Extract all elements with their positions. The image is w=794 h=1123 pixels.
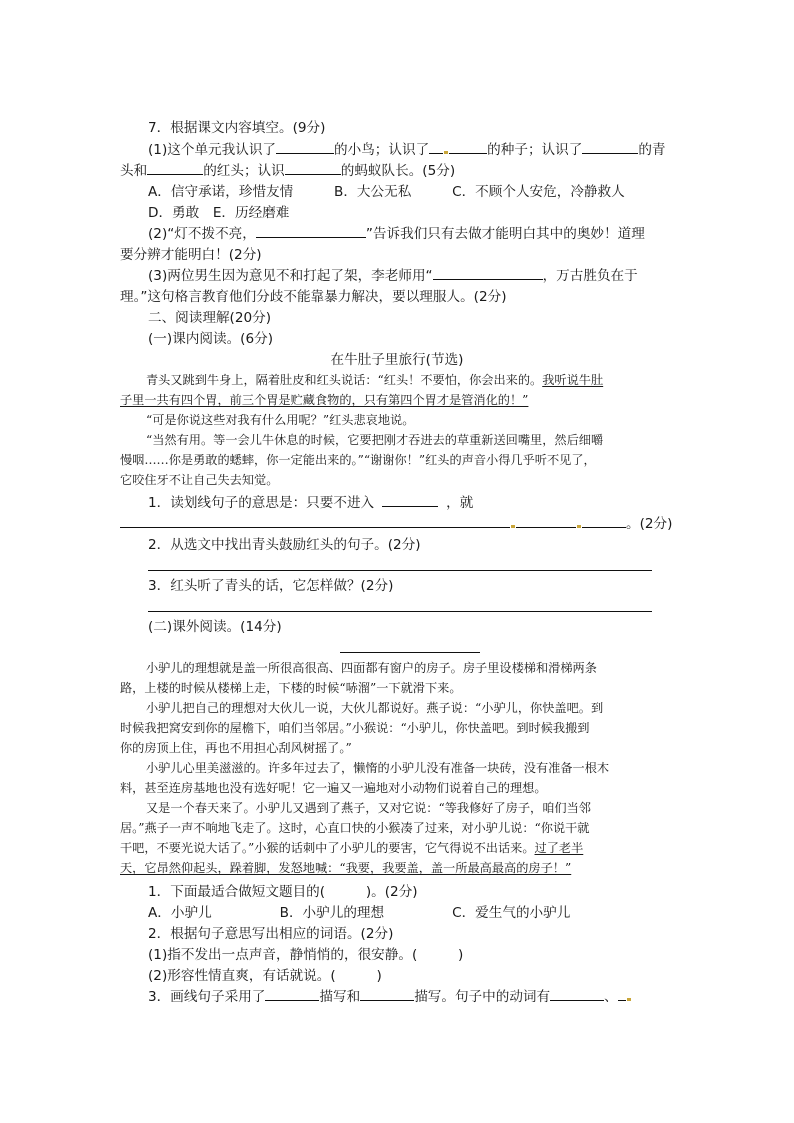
reading-1-question-1-line2: 。(2分) — [120, 514, 672, 534]
passage-2-line: 居。”燕子一声不响地飞走了。这时，心直口快的小猴凑了过来，对小驴儿说：“你说干就 — [120, 821, 590, 835]
passage-1-line: “可是你说这些对我有什么用呢？”红头悲哀地说。 — [146, 413, 415, 427]
passage-1-line: 它咬住牙不让自己失去知觉。 — [120, 473, 279, 487]
answer-blank[interactable] — [582, 514, 626, 528]
passage-2-line: 路，上楼的时候从楼梯上走，下楼的时候“哧溜”一下就滑下来。 — [120, 681, 462, 695]
underlined-sentence: 我听说牛肚 — [542, 373, 604, 387]
passage-1-line: 青头又跳到牛身上，隔着肚皮和红头说话：“红头！不要怕，你会出来的。我听说牛肚 — [146, 373, 604, 387]
reading-2-question-1: 1．下面最适合做短文题目的( )。(2分) — [148, 884, 418, 900]
title-blank-line[interactable] — [340, 652, 480, 653]
answer-blank[interactable] — [285, 161, 341, 175]
question-7-part1-line2: 头和 的红头；认识 的蚂蚁队长。(5分) — [120, 163, 456, 179]
scan-dot-mark — [577, 525, 581, 528]
question-7-part1-line1: (1)这个单元我认识了 的小鸟；认识了 的种子；认识了 的青 — [148, 142, 666, 158]
reading-2-question-3: 3．画线句子采用了 描写和 描写。句子中的动词有 、 — [148, 987, 632, 1007]
underlined-sentence: 子里一共有四个胃，前三个胃是贮藏食物的，只有第四个胃才是管消化的！” — [120, 393, 529, 407]
answer-blank[interactable] — [147, 161, 203, 175]
passage-2-line: 小驴儿心里美滋滋的。许多年过去了，懒惰的小驴儿没有准备一块砖，没有准备一根木 — [146, 761, 610, 775]
passage-2-line: 小驴儿的理想就是盖一所很高很高、四面都有窗户的房子。房子里设楼梯和滑梯两条 — [146, 661, 597, 675]
passage-2-line: 干吧，不要光说大话了。”小猴的话刺中了小驴儿的要害，它气得说不出话来。过了老半 — [120, 841, 584, 855]
section-2-sub1-heading: (一)课内阅读。(6分) — [148, 331, 274, 347]
answer-line[interactable] — [148, 570, 652, 571]
answer-blank[interactable] — [582, 140, 638, 154]
section-2-heading: 二、阅读理解(20分) — [148, 310, 272, 326]
scan-dot-mark — [511, 525, 515, 528]
question-7-part2-line2: 要分辨才能明白！(2分) — [120, 247, 262, 263]
question-7-part2-line1: (2)“灯不拨不亮， ”告诉我们只有去做才能明白其中的奥妙！道理 — [148, 226, 645, 242]
reading-1-question-1-line1: 1．读划线句子的意思是：只要不进入 ，就 — [148, 495, 474, 511]
section-2-sub2-heading: (二)课外阅读。(14分) — [148, 619, 282, 635]
passage-2-line: 时候我把窝安到你的屋檐下，咱们当邻居。”小猴说：“小驴儿，你快盖吧。到时候我搬到 — [120, 721, 590, 735]
reading-2-question-2-part2: (2)形容性情直爽，有话就说。( ) — [148, 968, 382, 984]
question-7-part3-line1: (3)两位男生因为意见不和打起了架，李老师用“ ，万古胜负在于 — [148, 268, 638, 284]
passage-1-line: 慢咽……你是勇敢的蟋蟀，你一定能出来的。”“谢谢你！”红头的声音小得几乎听不见了， — [120, 453, 596, 467]
underlined-sentence: 过了老半 — [534, 841, 584, 855]
question-7-options-line1: A．信守承诺，珍惜友情 B．大公无私 C．不顾个人安危，冷静救人 — [148, 184, 625, 200]
answer-blank[interactable] — [429, 140, 443, 154]
answer-blank[interactable] — [256, 224, 366, 238]
passage-2-line: 小驴儿把自己的理想对大伙儿一说，大伙儿都说好。燕子说：“小驴儿，你快盖吧。到 — [146, 701, 604, 715]
passage-1-line — [120, 391, 676, 410]
question-7-part3-line2: 理。”这句格言教育他们分歧不能靠暴力解决，要以理服人。(2分) — [120, 289, 507, 305]
question-7-heading: 7．根据课文内容填空。(9分) — [148, 120, 326, 136]
answer-blank[interactable] — [382, 493, 438, 507]
passage-1-line: “当然有用。等一会儿牛休息的时候，它要把刚才吞进去的草重新送回嘴里，然后细嚼 — [146, 433, 604, 447]
scan-dot-mark — [444, 151, 448, 154]
reading-2-question-2: 2．根据句子意思写出相应的词语。(2分) — [148, 926, 394, 942]
reading-1-question-3: 3．红头听了青头的话，它怎样做？(2分) — [148, 578, 394, 594]
answer-blank[interactable] — [449, 140, 487, 154]
passage-title: 在牛肚子里旅行(节选) — [330, 352, 464, 368]
passage-2-line — [120, 859, 676, 878]
underlined-sentence: 天，它昂然仰起头，跺着脚，发怒地喊：“我要，我要盖，盖一所最高最高的房子！” — [120, 861, 572, 875]
answer-blank[interactable] — [433, 266, 543, 280]
answer-blank[interactable] — [516, 514, 576, 528]
question-7-options-line2: D．勇敢 E．历经磨难 — [148, 205, 290, 221]
passage-2-line: 料，甚至连房基地也没有选好呢！它一遍又一遍地对小动物们说着自己的理想。 — [120, 781, 547, 795]
answer-blank[interactable] — [360, 987, 414, 1001]
answer-blank[interactable] — [265, 987, 319, 1001]
reading-1-question-2: 2．从选文中找出青头鼓励红头的句子。(2分) — [148, 537, 421, 553]
passage-2-line: 你的房顶上住，再也不用担心刮风树摇了。” — [120, 741, 352, 755]
answer-line[interactable] — [148, 611, 652, 612]
answer-blank[interactable] — [618, 987, 626, 1001]
scan-dot-mark — [627, 998, 631, 1001]
passage-2-line: 又是一个春天来了。小驴儿又遇到了燕子，又对它说：“等我修好了房子，咱们当邻 — [146, 801, 591, 815]
answer-blank[interactable] — [550, 987, 604, 1001]
answer-blank[interactable] — [120, 514, 510, 528]
answer-blank[interactable] — [276, 140, 334, 154]
reading-2-question-2-part1: (1)指不发出一点声音，静悄悄的，很安静。( ) — [148, 947, 464, 963]
reading-2-question-1-options: A．小驴儿 B．小驴儿的理想 C．爱生气的小驴儿 — [148, 905, 571, 921]
